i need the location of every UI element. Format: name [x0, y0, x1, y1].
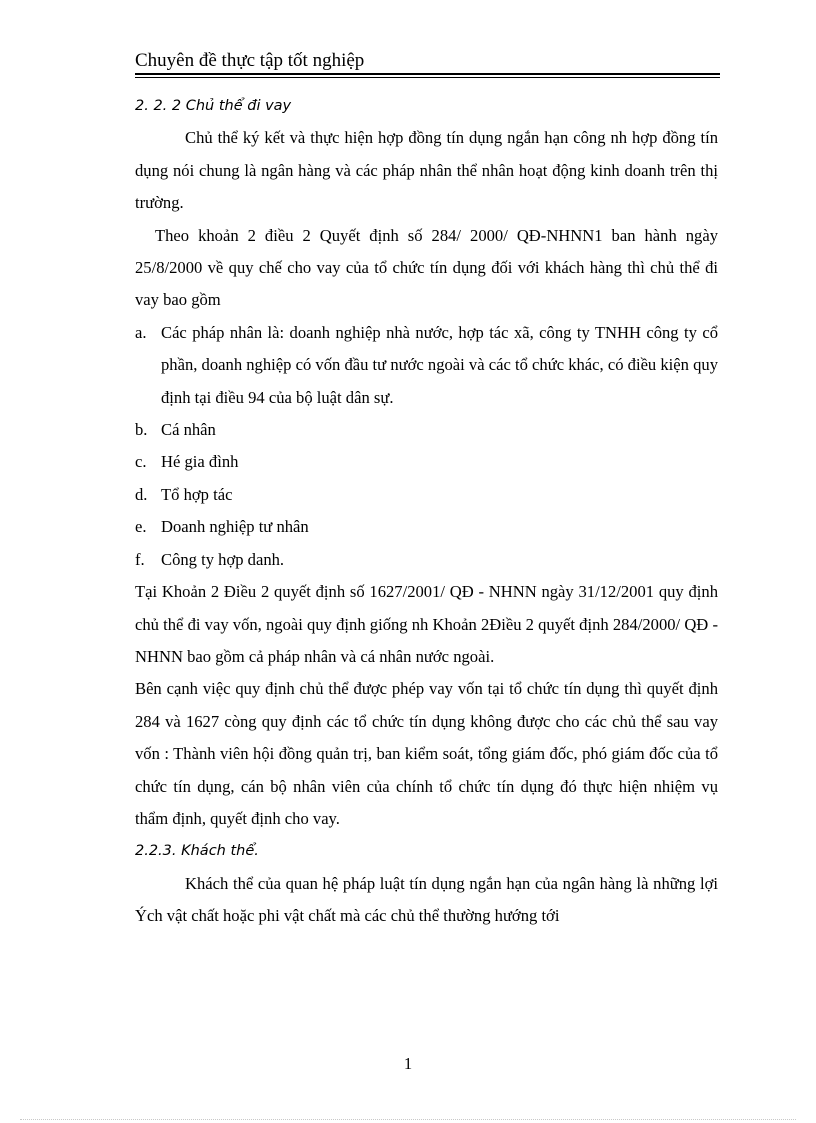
running-header: Chuyên đề thực tập tốt nghiệp	[135, 50, 365, 71]
borrower-list	[135, 317, 718, 576]
list-item-text: Doanh nghiệp tư nhân	[161, 517, 309, 537]
document-body	[135, 90, 718, 933]
list-item	[135, 511, 718, 543]
list-item-text: Các pháp nhân là: doanh nghiệp nhà nước, hợp tác xã, công ty TNHH công ty cổ phần, doanh nghiệp có vốn đầu tư nước ngoài và các tổ chức khác, có điều kiện quy định tại điều 94 của bộ luật dân sự.	[161, 322, 718, 407]
list-marker: b.	[135, 420, 148, 440]
paragraph: Tại Khoản 2 Điều 2 quyết định số 1627/2001/ QĐ - NHNN ngày 31/12/2001 quy định chủ thể đi vay vốn, ngoài quy định giống nh Khoản 2Điều 2 quyết định 284/2000/ QĐ - NHNN bao gồm cả pháp nhân và cá nhân nước ngoài.	[135, 582, 718, 666]
list-item-text: Công ty hợp danh.	[161, 549, 285, 569]
header-rule	[135, 73, 720, 75]
paragraph: Bên cạnh việc quy định chủ thể được phép vay vốn tại tổ chức tín dụng thì quyết định 284 và 1627 còng quy định các tổ chức tín dụng không được cho các chủ thể sau vay vốn : Thành viên hội đồng quản trị, ban kiểm soát, tổng giám đốc, phó giám đốc của tổ chức tín dụng, cán bộ nhân viên của chính tổ chức tín dụng đó thực hiện nhiệm vụ thẩm định, quyết định cho vay.	[135, 679, 718, 828]
list-marker: e.	[135, 517, 147, 537]
list-item	[135, 446, 718, 478]
list-item	[135, 414, 718, 446]
page-number: 1	[403, 1054, 413, 1073]
paragraph: Khách thể của quan hệ pháp luật tín dụng ngắn hạn của ngân hàng là những lợi Ých vật chất hoặc phi vật chất mà các chủ thể thường hướng tới	[135, 873, 718, 926]
section-heading-2-2-2: 2. 2. 2 Chủ thể đi vay	[135, 98, 292, 114]
list-item-text: Hé gia đình	[161, 452, 239, 472]
list-item	[135, 317, 718, 414]
list-item	[135, 479, 718, 511]
header-rule-thin	[135, 77, 720, 78]
list-marker: a.	[135, 322, 147, 342]
page-bottom-border	[20, 1119, 796, 1120]
list-item-text: Tổ hợp tác	[161, 484, 233, 504]
paragraph: Chủ thể ký kết và thực hiện hợp đồng tín dụng ngắn hạn công nh hợp đồng tín dụng nói chung là ngân hàng và các pháp nhân thể nhân hoạt động kinh doanh trên thị trường.	[135, 128, 718, 213]
list-marker: d.	[135, 484, 148, 504]
list-item-text: Cá nhân	[161, 420, 216, 440]
list-marker: c.	[135, 452, 147, 472]
section-heading-2-2-3: 2.2.3. Khách thể.	[135, 843, 259, 860]
list-item	[135, 544, 718, 576]
list-marker: f.	[135, 549, 145, 569]
paragraph: Theo khoản 2 điều 2 Quyết định số 284/ 2000/ QĐ-NHNN1 ban hành ngày 25/8/2000 về quy chế cho vay của tổ chức tín dụng đối với khách hàng thì chủ thể đi vay bao gồm	[135, 225, 718, 310]
